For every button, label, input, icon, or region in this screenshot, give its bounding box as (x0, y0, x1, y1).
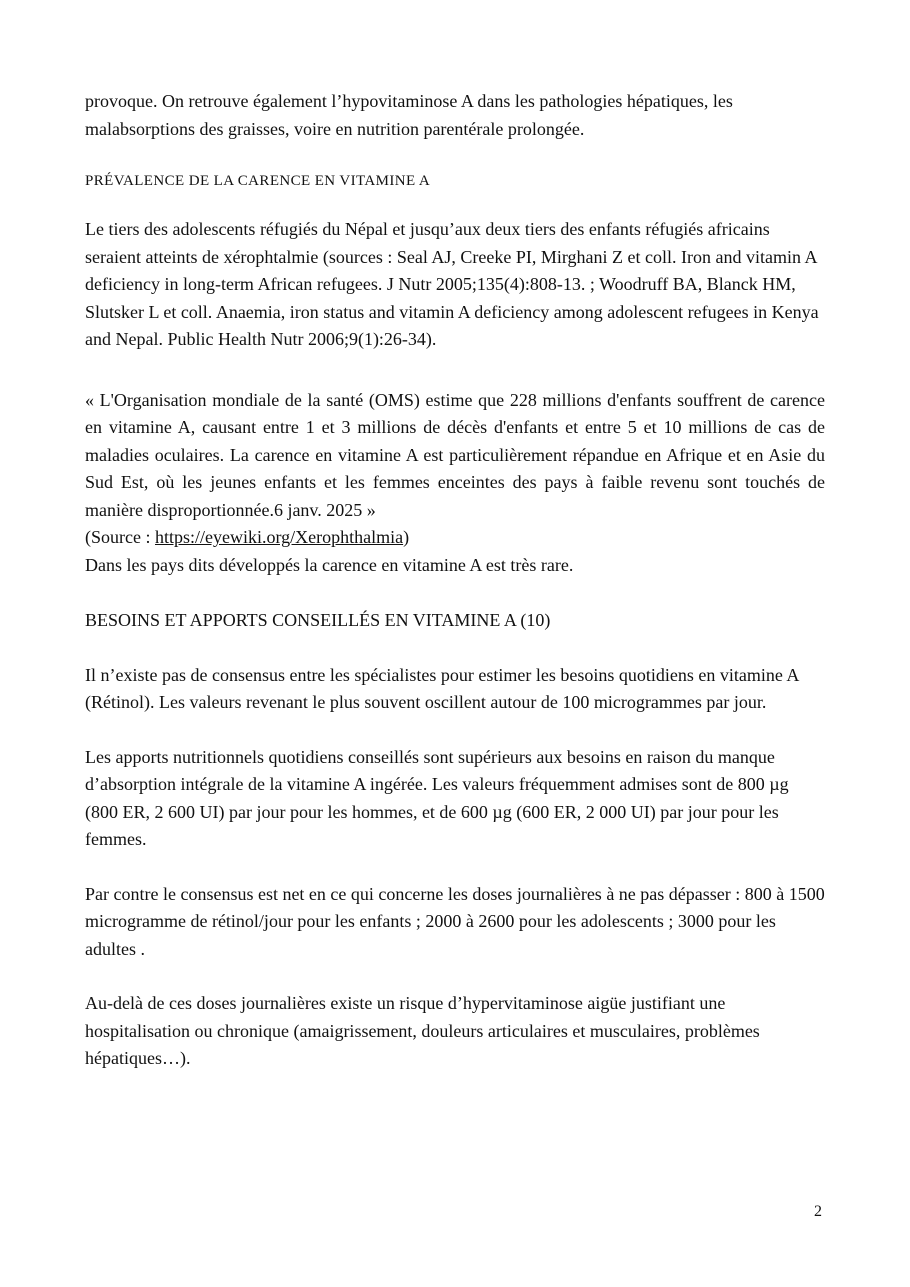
paragraph-prevalence-sources: Le tiers des adolescents réfugiés du Népal et jusqu’aux deux tiers des enfants réfugiés africains seraient atteints de xérophtalmie (sources : Seal AJ, Creeke PI, Mirghani Z et coll. Iron and vitamin A deficiency in long-term African refugees. J Nutr 2005;135(4):808-13. ; Woodruff BA, Blanck HM, Slutsker L et coll. Anaemia, iron status and vitamin A deficiency among adolescent refugees in Kenya and Nepal. Public Health Nutr 2006;9(1):26-34). (85, 219, 819, 349)
paragraph-apports-conseilles: Les apports nutritionnels quotidiens conseillés sont supérieurs aux besoins en raison du manque d’absorption intégrale de la vitamine A ingérée. Les valeurs fréquemment admises sont de 800 µg (800 ER, 2 600 UI) par jour pour les hommes, et de 600 µg (600 ER, 2 000 UI) par jour pour les femmes. (85, 746, 789, 849)
source-link[interactable]: https://eyewiki.org/Xerophthalmia (154, 527, 404, 547)
source-line (85, 524, 825, 552)
paragraph-consensus-besoins: Il n’existe pas de consensus entre les spécialistes pour estimer les besoins quotidiens en vitamine A (Rétinol). Les valeurs revenant le plus souvent oscillent autour de 100 microgrammes par jour. (85, 664, 799, 712)
paragraph-who-quote: « L'Organisation mondiale de la santé (OMS) estime que 228 millions d'enfants souffrent de carence en vitamine A, causant entre 1 et 3 millions de décès d'enfants et entre 5 et 10 millions de cas de maladies oculaires. La carence en vitamine A est particulièrement répandue en Afrique et en Asie du Sud Est, où les jeunes enfants et les femmes enceintes des pays à faible revenu sont touchés de manière disproportionnée.6 janv. 2025 » (85, 389, 825, 520)
page-number: 2 (814, 1202, 822, 1220)
paragraph-hypervitaminose: Au-delà de ces doses journalières existe un risque d’hypervitaminose aigüe justifiant une hospitalisation ou chronique (amaigrissement, douleurs articulaires et musculaires, problèmes hépatiques…). (85, 993, 760, 1068)
paragraph-doses-journalieres: Par contre le consensus est net en ce qui concerne les doses journalières à ne pas dépasser : 800 à 1500 microgramme de rétinol/jour pour les enfants ; 2000 à 2600 pour les adolescents ; 3000 pour les adultes . (85, 883, 825, 959)
paragraph-intro: provoque. On retrouve également l’hypovitaminose A dans les pathologies hépatiques, les malabsorptions des graisses, voire en nutrition parentérale prolongée. (85, 91, 733, 139)
paragraph-developed-countries: Dans les pays dits développés la carence en vitamine A est très rare. (85, 554, 574, 575)
heading-prevalence: PRÉVALENCE DE LA CARENCE EN VITAMINE A (85, 173, 431, 189)
heading-besoins: BESOINS ET APPORTS CONSEILLÉS EN VITAMINE A (10) (85, 610, 551, 630)
source-suffix: ) (403, 527, 410, 547)
source-prefix: (Source : (85, 527, 155, 547)
